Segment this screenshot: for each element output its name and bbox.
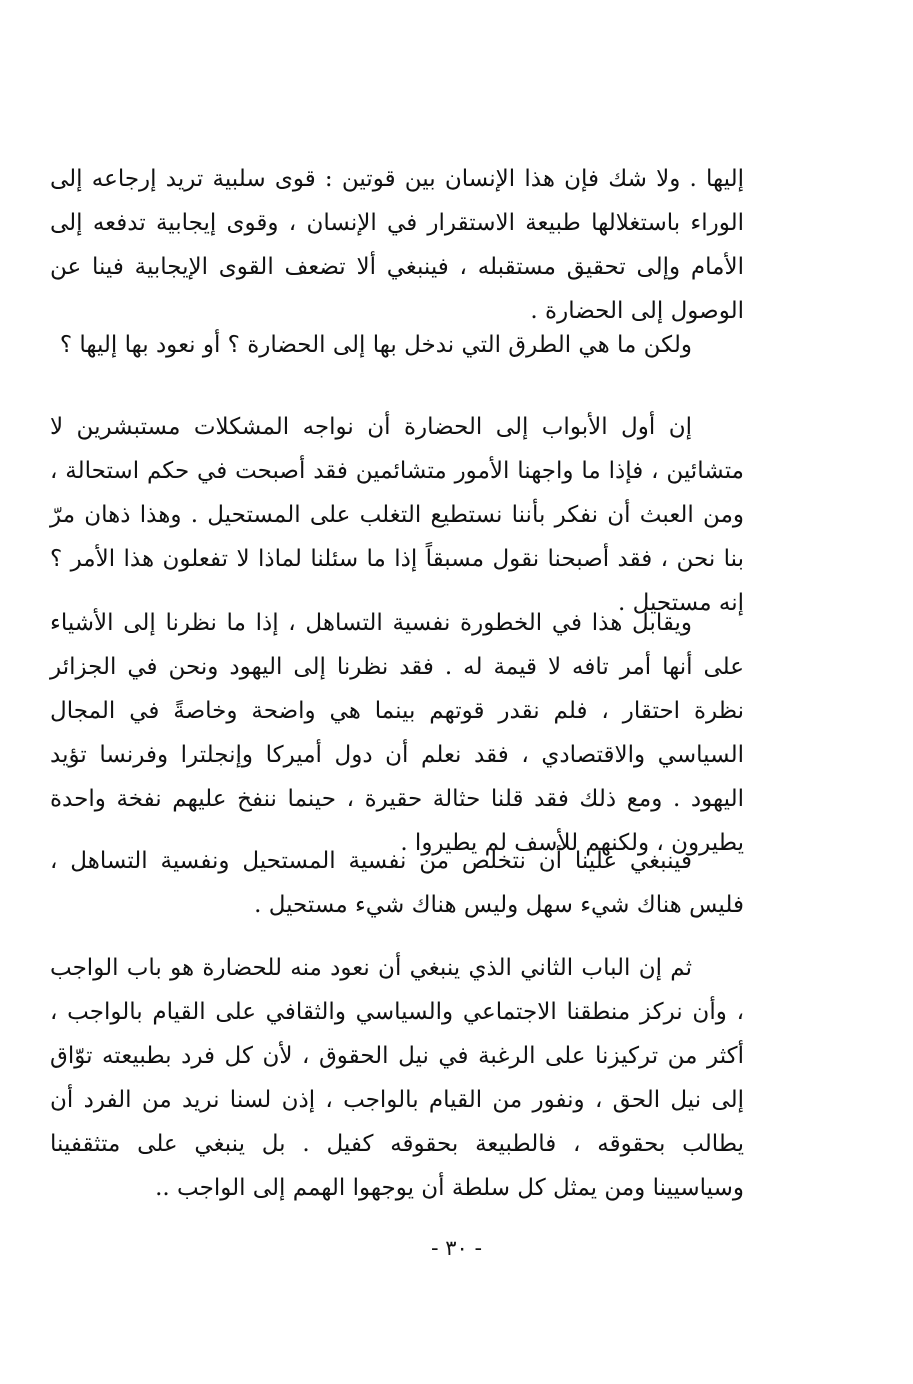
paragraph-1: إليها . ولا شك فإن هذا الإنسان بين قوتين : قوى سلبية تريد إرجاعه إلى الوراء باستغلالها طبيعة الاستقرار في الإنسان ، وقوى إيجابية تدفعه إلى الأمام وإلى تحقيق مستقبله ، فينبغي ألا تضعف القوى الإيجابية فينا عن الوصول إلى الحضارة . xyxy=(50,166,744,324)
paragraph-4: ويقابل هذا في الخطورة نفسية التساهل ، إذا ما نظرنا إلى الأشياء على أنها أمر تافه لا قيمة له . فقد نظرنا إلى اليهود ونحن في الجزائر نظرة احتقار ، فلم نقدر قوتهم بينما هي واضحة وخاصةً في المجال السياسي والاقتصادي ، فقد نعلم أن دول أميركا وإنجلترا وفرنسا تؤيد اليهود . ومع ذلك فقد قلنا حثالة حقيرة ، حينما ننفخ عليهم نفخة واحدة يطيرون ، ولكنهم للأسف لم يطيروا . xyxy=(50,610,744,856)
page-number: - ٣٠ - xyxy=(430,1236,483,1260)
paragraph-6: ثم إن الباب الثاني الذي ينبغي أن نعود منه للحضارة هو باب الواجب ، وأن نركز منطقنا الاجتماعي والسياسي والثقافي على القيام بالواجب ، أكثر من تركيزنا على الرغبة في نيل الحقوق ، لأن كل فرد بطبيعته توّاق إلى نيل الحق ، ونفور من القيام بالواجب ، إذن لسنا نريد من الفرد أن يطالب بحقوقه ، فالطبيعة بحقوقه كفيل . بل ينبغي على متثقفينا وسياسيينا ومن يمثل كل سلطة أن يوجهوا الهمم إلى الواجب .. xyxy=(50,955,744,1201)
paragraph-2: ولكن ما هي الطرق التي ندخل بها إلى الحضارة ؟ أو نعود بها إليها ؟ xyxy=(59,332,692,358)
paragraph-5: فينبغي علينا أن نتخلص من نفسية المستحيل ونفسية التساهل ، فليس هناك شيء سهل وليس هناك شيء مستحيل . xyxy=(50,848,744,918)
paragraph-3: إن أول الأبواب إلى الحضارة أن نواجه المشكلات مستبشرين لا متشائين ، فإذا ما واجهنا الأمور متشائمين فقد أصبحت في حكم استحالة ، ومن العبث أن نفكر بأننا نستطيع التغلب على المستحيل . وهذا ذهان مرّ بنا نحن ، فقد أصبحنا نقول مسبقاً إذا ما سئلنا لماذا لا تفعلون هذا الأمر ؟ إنه مستحيل . xyxy=(50,414,744,616)
